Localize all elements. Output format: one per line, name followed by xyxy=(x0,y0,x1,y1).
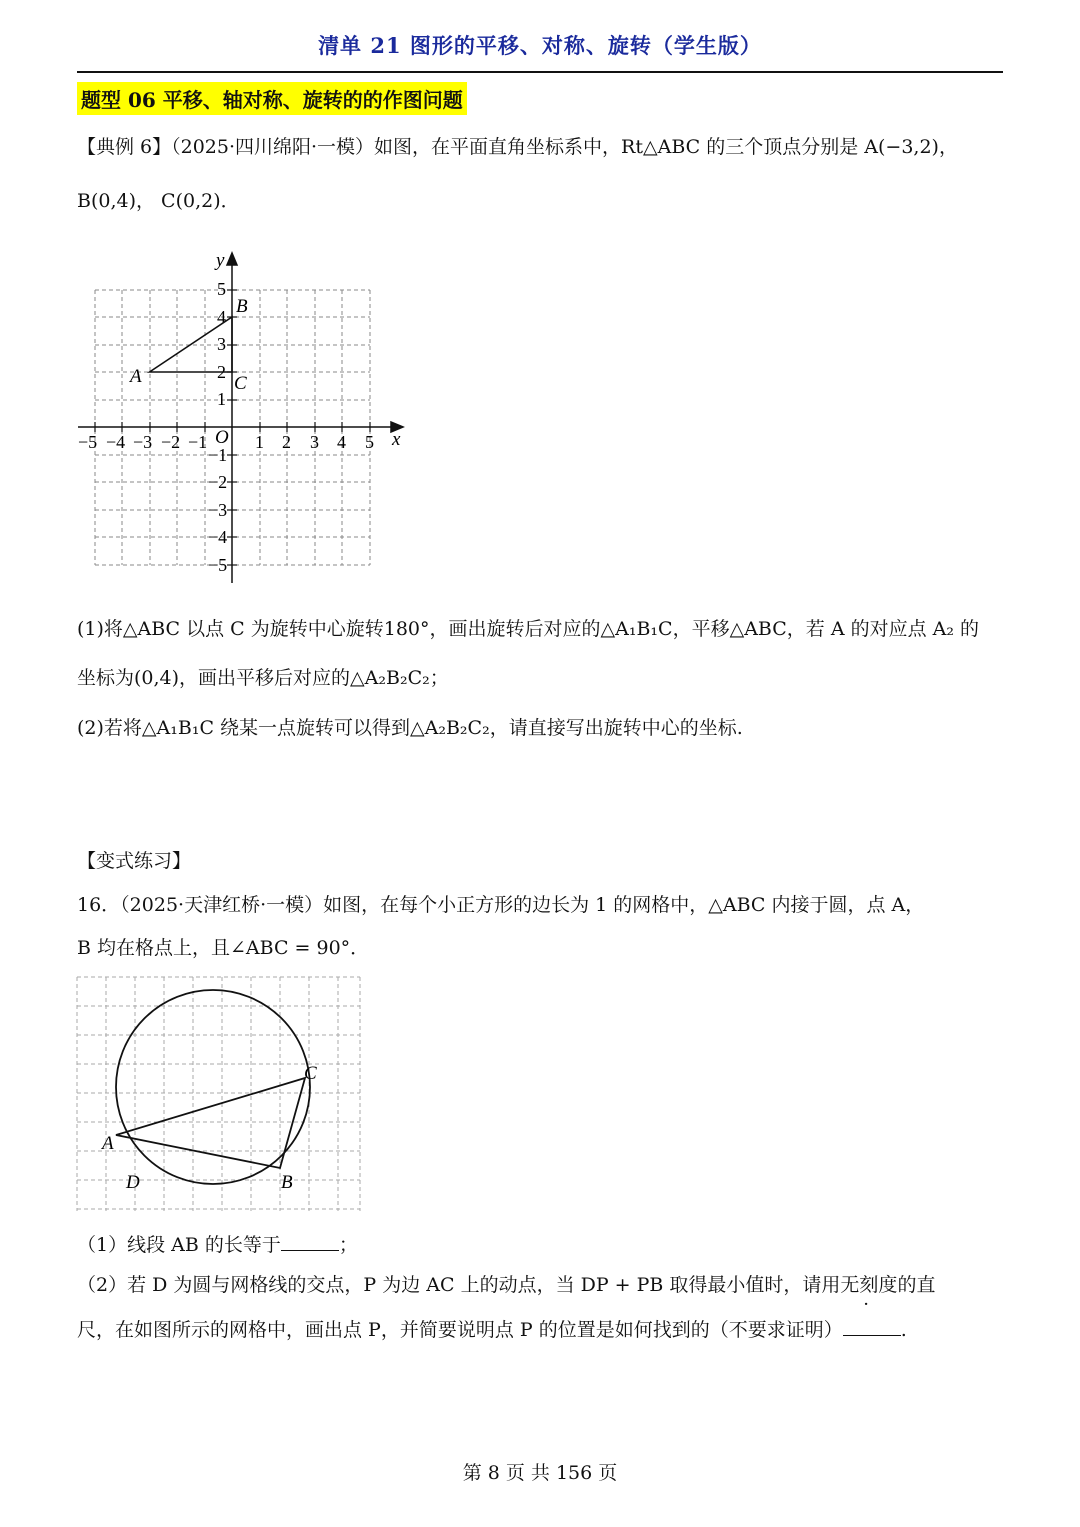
practice-question-1 xyxy=(77,1230,1007,1260)
practice-title: 【变式练习】 xyxy=(77,850,192,872)
page-footer: 第 8 页 共 156 页 xyxy=(462,1462,618,1484)
y-tick-label: −3 xyxy=(208,500,228,520)
point-a-label: A xyxy=(130,366,142,387)
y-tick-label: −5 xyxy=(208,555,228,575)
point-b-label: B xyxy=(281,1172,293,1193)
x-tick-label: 2 xyxy=(282,432,291,452)
x-tick-label: 5 xyxy=(365,432,374,452)
point-d-label: D xyxy=(126,1172,140,1193)
point-c-label: C xyxy=(234,373,247,394)
question-text: （1）线段 AB 的长等于 xyxy=(77,1234,281,1256)
coordinate-grid-figure xyxy=(70,248,410,593)
question-text: 的直 xyxy=(897,1274,936,1296)
y-tick-label: −4 xyxy=(208,527,228,547)
point-c-label: C xyxy=(304,1063,317,1084)
question-2: (2)若将△A₁B₁C 绕某一点旋转可以得到△A₂B₂C₂，请直接写出旋转中心的坐标. xyxy=(77,717,743,739)
header-divider xyxy=(77,71,1003,73)
answer-blank[interactable] xyxy=(281,1232,339,1251)
y-tick-label: 1 xyxy=(217,389,226,409)
question-text: （2）若 D 为圆与网格线的交点，P 为边 AC 上的动点，当 DP + PB 取得最小值时，请用 xyxy=(77,1274,841,1296)
question-text: . xyxy=(900,1319,907,1341)
example-line-2: B(0,4)， C(0,2)． xyxy=(77,190,240,212)
practice-line-1: 16．（2025·天津红桥·一模）如图，在每个小正方形的边长为 1 的网格中，△ABC 内接于圆，点 A， xyxy=(77,894,925,916)
y-tick-label: 3 xyxy=(217,334,226,354)
y-tick-label: 5 xyxy=(217,279,226,299)
x-tick-label: 3 xyxy=(310,432,319,452)
practice-question-2-line-2 xyxy=(77,1315,1007,1345)
x-tick-label: −4 xyxy=(106,432,126,452)
origin-label: O xyxy=(215,427,229,448)
x-tick-label: −3 xyxy=(133,432,153,452)
y-tick-label: 4 xyxy=(217,307,226,327)
example-line-1: 【典例 6】（2025·四川绵阳·一模）如图，在平面直角坐标系中，Rt△ABC 的三个顶点分别是 A(−3,2)， xyxy=(77,136,958,158)
point-b-label: B xyxy=(236,296,248,317)
x-tick-label: −2 xyxy=(161,432,181,452)
grid-lines xyxy=(77,977,360,1211)
section-tag: 题型 06 平移、轴对称、旋转的的作图问题 xyxy=(77,82,467,115)
y-tick-label: −1 xyxy=(208,445,228,465)
document-header: 清单 21 图形的平移、对称、旋转（学生版） xyxy=(318,33,762,58)
practice-question-2-line-1 xyxy=(77,1270,1007,1300)
y-tick-label: −2 xyxy=(208,472,228,492)
x-axis-label: x xyxy=(392,429,401,450)
practice-line-2: B 均在格点上，且∠ABC = 90°． xyxy=(77,937,370,959)
circle-grid-figure xyxy=(76,975,366,1215)
question-text: ； xyxy=(338,1234,358,1256)
question-1-line-2: 坐标为(0,4)，画出平移后对应的△A₂B₂C₂； xyxy=(77,667,449,689)
x-tick-label: 1 xyxy=(255,432,264,452)
point-a-label: A xyxy=(102,1133,114,1154)
x-tick-label: −5 xyxy=(78,432,98,452)
question-text: 尺，在如图所示的网格中，画出点 P，并简要说明点 P 的位置是如何找到的（不要求证明） xyxy=(77,1319,843,1341)
question-1-line-1: (1)将△ABC 以点 C 为旋转中心旋转180°，画出旋转后对应的△A₁B₁C，平移△ABC，若 A 的对应点 A₂ 的 xyxy=(77,618,979,640)
x-tick-label: 4 xyxy=(337,432,346,452)
answer-blank[interactable] xyxy=(843,1317,901,1336)
y-tick-label: 2 xyxy=(217,362,226,382)
y-axis-label: y xyxy=(216,250,225,271)
x-tick-label: −1 xyxy=(188,432,208,452)
emphasis-text: 无刻度 xyxy=(840,1274,898,1296)
